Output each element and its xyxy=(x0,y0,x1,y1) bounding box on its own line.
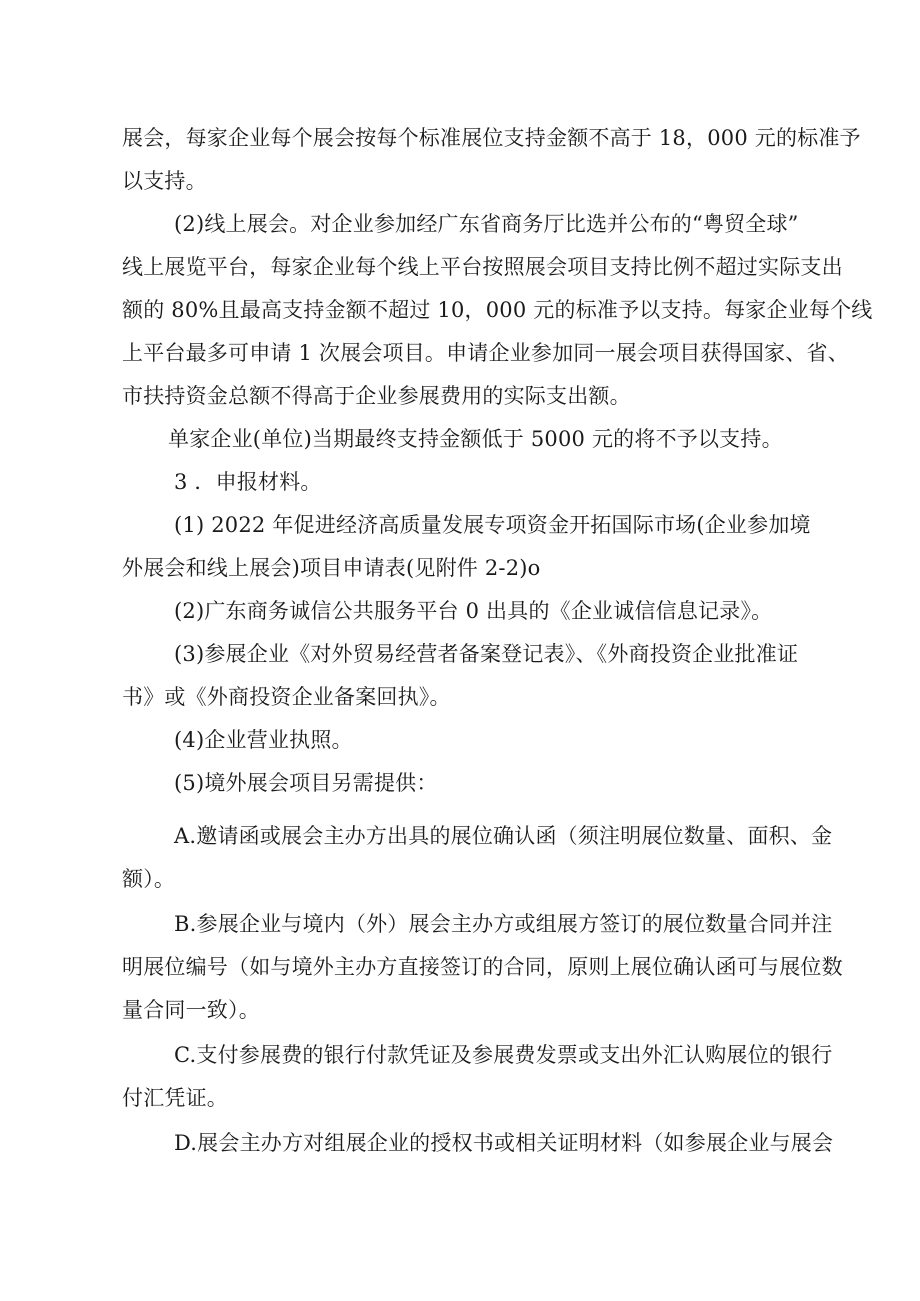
paragraph-line: 额）。 xyxy=(122,867,176,891)
paragraph-line: 上平台最多可申请 1 次展会项目。申请企业参加同一展会项目获得国家、省、 xyxy=(122,341,849,365)
paragraph-line: C.支付参展费的银行付款凭证及参展费发票或支出外汇认购展位的银行 xyxy=(174,1043,833,1067)
paragraph-11 xyxy=(122,903,843,1032)
paragraph-1 xyxy=(122,117,861,203)
paragraph-10 xyxy=(122,815,833,901)
paragraph-line: 外展会和线上展会)项目申请表(见附件 2-2)o xyxy=(122,556,541,580)
paragraph-line: 线上展览平台，每家企业每个线上平台按照展会项目支持比例不超过实际支出 xyxy=(122,255,843,279)
paragraph-4 xyxy=(122,461,812,504)
paragraph-line: 量合同一致）。 xyxy=(122,998,260,1022)
paragraph-line: (2)线上展会。对企业参加经广东省商务厅比选并公布的“粤贸全球” xyxy=(174,212,799,236)
paragraph-12 xyxy=(122,1034,833,1120)
paragraph-line: 3 ．申报材料。 xyxy=(174,470,322,494)
paragraph-3 xyxy=(122,418,812,461)
paragraph-2 xyxy=(122,203,873,418)
paragraph-line: D.展会主办方对组展企业的授权书或相关证明材料（如参展企业与展会 xyxy=(174,1131,834,1155)
paragraph-8 xyxy=(122,719,812,762)
paragraph-line: (2)广东商务诚信公共服务平台 0 出具的《企业诚信信息记录》。 xyxy=(174,599,773,623)
paragraph-5 xyxy=(122,504,812,590)
paragraph-line: 单家企业(单位)当期最终支持金额低于 5000 元的将不予以支持。 xyxy=(168,427,783,451)
paragraph-13 xyxy=(122,1122,834,1165)
paragraph-line: (4)企业营业执照。 xyxy=(174,728,353,752)
paragraph-9 xyxy=(122,762,812,805)
paragraph-line: B.参展企业与境内（外）展会主办方或组展方签订的展位数量合同并注 xyxy=(174,912,833,936)
paragraph-6 xyxy=(122,590,812,633)
paragraph-line: 市扶持资金总额不得高于企业参展费用的实际支出额。 xyxy=(122,384,631,408)
paragraph-line: 书》或《外商投资企业备案回执》。 xyxy=(122,685,451,709)
paragraph-line: (1) 2022 年促进经济高质量发展专项资金开拓国际市场(企业参加境 xyxy=(174,513,811,537)
paragraph-line: 额的 80%且最高支持金额不超过 10，000 元的标准予以支持。每家企业每个线 xyxy=(122,298,873,322)
paragraph-line: 明展位编号（如与境外主办方直接签订的合同，原则上展位确认函可与展位数 xyxy=(122,955,843,979)
paragraph-line: A.邀请函或展会主办方出具的展位确认函（须注明展位数量、面积、金 xyxy=(174,824,833,848)
paragraph-line: 付汇凭证。 xyxy=(122,1086,228,1110)
paragraph-line: 展会，每家企业每个展会按每个标准展位支持金额不高于 18，000 元的标准予 xyxy=(122,126,861,150)
paragraph-7 xyxy=(122,633,812,719)
paragraph-line: 以支持。 xyxy=(122,169,207,193)
paragraph-line: (5)境外展会项目另需提供： xyxy=(174,771,438,795)
paragraph-line: (3)参展企业《对外贸易经营者备案登记表》、《外商投资企业批准证 xyxy=(174,642,799,666)
